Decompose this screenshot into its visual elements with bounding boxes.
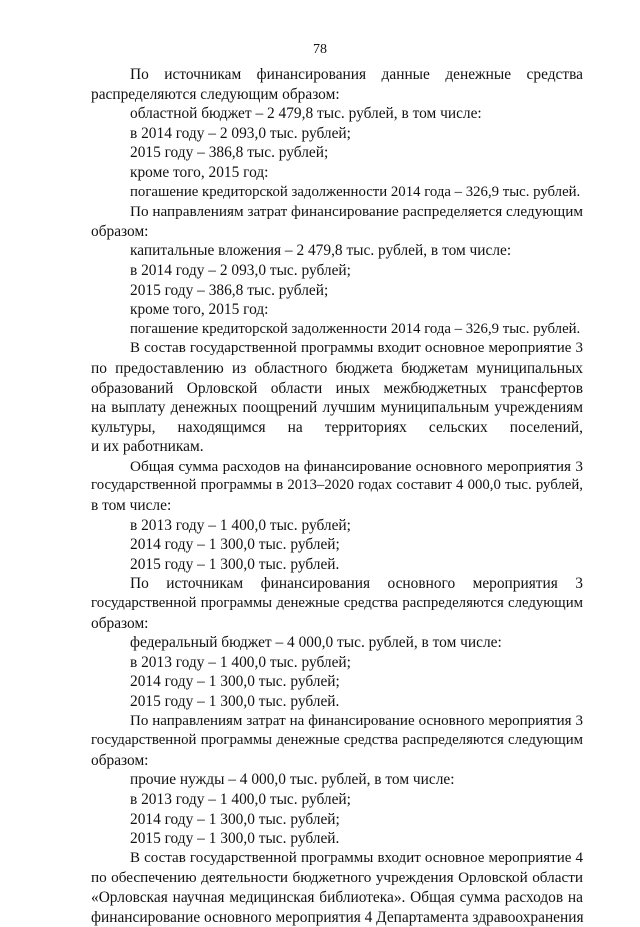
text-line: В состав государственной программы входит основное мероприятие 3 xyxy=(130,340,583,357)
text-line: по предоставлению из областного бюджета бюджетам муниципальных xyxy=(91,359,583,377)
text-line: в 2013 году – 1 400,0 тыс. рублей; xyxy=(130,653,351,671)
text-line: 2014 году – 1 300,0 тыс. рублей; xyxy=(130,673,340,691)
text-line: 2015 году – 1 300,0 тыс. рублей. xyxy=(130,555,340,573)
text-line: в 2013 году – 1 400,0 тыс. рублей; xyxy=(130,790,351,808)
text-line: кроме того, 2015 год: xyxy=(130,301,269,319)
text-line: государственной программы денежные средства распределяются следующим xyxy=(91,595,583,612)
text-line: на выплату денежных поощрений лучшим муниципальным учреждениям xyxy=(91,399,583,417)
text-line: образований Орловской области иных межбюджетных трансфертов xyxy=(91,379,583,397)
text-line: По источникам финансирования данные денежные средства xyxy=(130,66,583,83)
text-line: капитальные вложения – 2 479,8 тыс. рублей, в том числе: xyxy=(130,242,512,260)
text-line: Общая сумма расходов на финансирование основного мероприятия 3 xyxy=(130,457,583,475)
text-line: и их работникам. xyxy=(91,438,204,456)
text-line: По источникам финансирования основного мероприятия 3 xyxy=(130,575,583,593)
text-line: В состав государственной программы входит основное мероприятие 4 xyxy=(130,849,583,866)
text-line: образом: xyxy=(91,222,149,240)
page-number: 78 xyxy=(313,42,327,57)
text-line: областной бюджет – 2 479,8 тыс. рублей, в том числе: xyxy=(130,105,482,123)
text-line: 2015 году – 1 300,0 тыс. рублей. xyxy=(130,830,340,848)
text-line: в 2014 году – 2 093,0 тыс. рублей; xyxy=(130,124,351,142)
text-line: погашение кредиторской задолженности 2014 года – 326,9 тыс. рублей. xyxy=(130,320,581,337)
text-line: образом: xyxy=(91,751,149,769)
text-line: государственной программы денежные средства распределяются следующим xyxy=(91,732,583,749)
text-line: в 2013 году – 1 400,0 тыс. рублей; xyxy=(130,516,351,534)
text-line: «Орловская научная медицинская библиотека». Общая сумма расходов на xyxy=(91,888,583,906)
text-line: По направлениям затрат финансирование распределяется следующим xyxy=(130,203,583,221)
text-line: по обеспечению деятельности бюджетного учреждения Орловской области xyxy=(91,869,583,887)
text-line: распределяются следующим образом: xyxy=(91,85,340,103)
text-line: в 2014 году – 2 093,0 тыс. рублей; xyxy=(130,261,351,279)
text-line: прочие нужды – 4 000,0 тыс. рублей, в том числе: xyxy=(130,771,455,789)
text-line: в том числе: xyxy=(91,497,172,515)
text-line: кроме того, 2015 год: xyxy=(130,163,269,181)
text-line: образом: xyxy=(91,614,149,632)
text-line: государственной программы в 2013–2020 годах составит 4 000,0 тыс. рублей, xyxy=(91,477,583,494)
text-line: погашение кредиторской задолженности 2014 года – 326,9 тыс. рублей. xyxy=(130,183,581,200)
text-line: 2015 году – 386,8 тыс. рублей; xyxy=(130,281,329,299)
text-line: 2015 году – 1 300,0 тыс. рублей. xyxy=(130,693,340,710)
text-line: культуры, находящимся на территориях сельских поселений, xyxy=(91,418,583,436)
text-line: 2014 году – 1 300,0 тыс. рублей; xyxy=(130,536,340,554)
text-line: 2014 году – 1 300,0 тыс. рублей; xyxy=(130,810,340,828)
text-line: федеральный бюджет – 4 000,0 тыс. рублей, в том числе: xyxy=(130,634,502,652)
document-body xyxy=(91,65,583,927)
text-line: финансирование основного мероприятия 4 Департамента здравоохранения xyxy=(91,908,584,926)
text-line: 2015 году – 386,8 тыс. рублей; xyxy=(130,144,329,162)
text-line: По направлениям затрат на финансирование основного мероприятия 3 xyxy=(130,712,583,729)
